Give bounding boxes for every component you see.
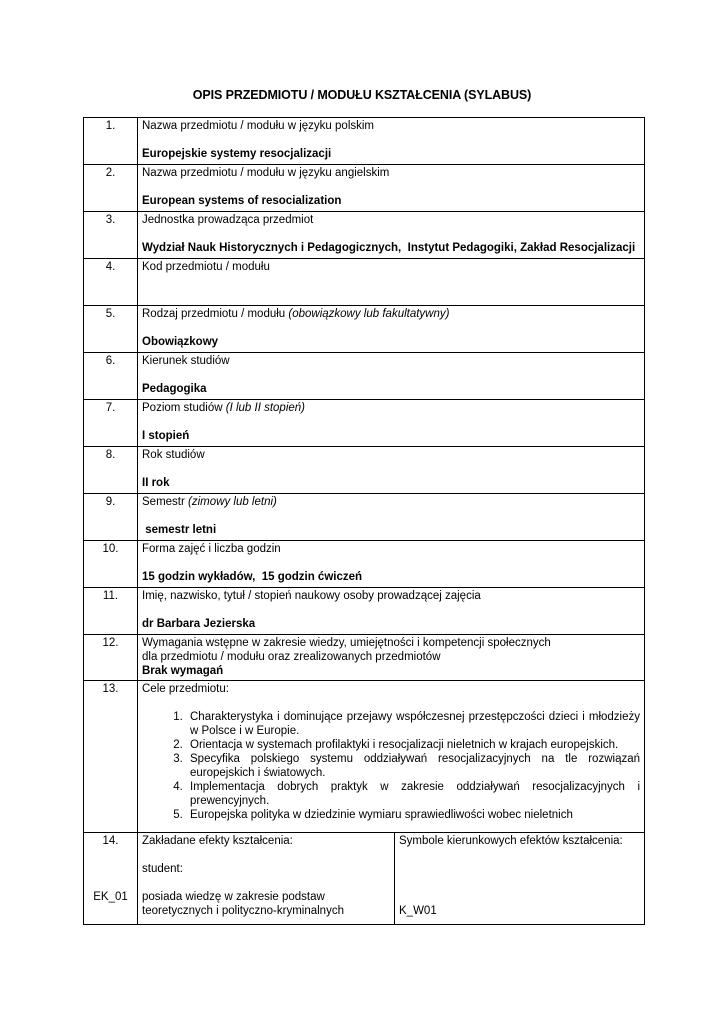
syllabus-rows — [84, 118, 645, 635]
goals-list — [142, 710, 640, 822]
row-label — [142, 542, 640, 556]
row-label: Wymagania wstępne w zakresie wiedzy, umiejętności i kompetencji społecznych — [142, 637, 551, 649]
row-label-text: Kod przedmiotu / modułu — [142, 261, 270, 273]
row-label-text: Rodzaj przedmiotu / modułu — [142, 308, 286, 320]
row-number: 7. — [84, 400, 138, 447]
row-label — [142, 448, 640, 462]
goal-item: 1. Charakterystyka i dominujące przejawy współczesnej przestępczości dzieci i młodzieży w Polsce i w Europie. — [186, 710, 640, 738]
row-value: 15 godzin wykładów, 15 godzin ćwiczeń — [142, 571, 363, 583]
row-12 — [84, 635, 645, 681]
goal-item: 3. Specyfika polskiego systemu oddziaływań resocjalizacyjnych na tle rozwiązań europejskich i światowych. — [186, 752, 640, 780]
row-value: I stopień — [142, 430, 190, 442]
table-row — [84, 400, 645, 447]
goal-item: 5. Europejska polityka w dziedzinie wymiaru sprawiedliwości wobec nieletnich — [186, 808, 640, 822]
page-title: OPIS PRZEDMIOTU / MODUŁU KSZTAŁCENIA (SYLABUS) — [192, 88, 532, 102]
row-value: Europejskie systemy resocjalizacji — [142, 148, 332, 160]
table-row — [84, 541, 645, 588]
goal-item: 4. Implementacja dobrych praktyk w zakresie oddziaływań resocjalizacyjnych i prewencyjnych. — [186, 780, 640, 808]
effects-label: Zakładane efekty kształcenia: — [142, 835, 293, 847]
effect-text-line2: teoretycznych i polityczno-kryminalnych — [142, 905, 344, 917]
syllabus-table — [83, 117, 645, 925]
table-row — [84, 494, 645, 541]
row-label — [142, 213, 640, 227]
row-number: 10. — [84, 541, 138, 588]
row-content — [138, 400, 645, 447]
table-row — [84, 447, 645, 494]
row-label-text: Rok studiów — [142, 449, 205, 461]
row-label-cont: dla przedmiotu / modułu oraz zrealizowanych przedmiotów — [142, 651, 441, 663]
syllabus-rows-extra — [84, 635, 645, 925]
row-number: 12. — [84, 635, 138, 681]
row-label — [142, 307, 640, 321]
row-value: dr Barbara Jezierska — [142, 618, 256, 630]
row-label-text: Jednostka prowadząca przedmiot — [142, 214, 314, 226]
row-label-text: Forma zajęć i liczba godzin — [142, 543, 281, 555]
row-content — [138, 165, 645, 212]
table-row — [84, 165, 645, 212]
goal-item: 2. Orientacja w systemach profilaktyki i resocjalizacji nieletnich w krajach europejskich. — [186, 738, 640, 752]
row-value: II rok — [142, 477, 170, 489]
effect-symbol: K_W01 — [399, 905, 437, 917]
effects-subject: student: — [142, 863, 183, 875]
row-number — [84, 833, 138, 925]
row-label-text: Poziom studiów — [142, 402, 223, 414]
row-label-text: Semestr — [142, 496, 185, 508]
row-value: Pedagogika — [142, 383, 207, 395]
row-number: 1. — [84, 118, 138, 165]
row-content — [138, 353, 645, 400]
row-value: Brak wymagań — [142, 665, 224, 677]
row-number: 13. — [84, 681, 138, 833]
table-row — [84, 353, 645, 400]
table-row — [84, 259, 645, 306]
row-label — [142, 401, 640, 415]
row-label-text: Imię, nazwisko, tytuł / stopień naukowy osoby prowadzącej zajęcia — [142, 590, 481, 602]
row-number: 6. — [84, 353, 138, 400]
row-content — [138, 447, 645, 494]
row-label-text: Kierunek studiów — [142, 355, 230, 367]
row-content — [138, 635, 645, 681]
row-label-text: Nazwa przedmiotu / modułu w języku polskim — [142, 120, 375, 132]
table-row — [84, 306, 645, 353]
row-value: semestr letni — [142, 524, 217, 536]
row-label-text: Nazwa przedmiotu / modułu w języku angielskim — [142, 167, 390, 179]
row-label — [142, 166, 640, 180]
row-num-14: 14. — [102, 835, 119, 847]
row-label — [142, 119, 640, 133]
symbols-cell — [395, 833, 645, 925]
effect-code: EK_01 — [93, 891, 128, 903]
row-number: 9. — [84, 494, 138, 541]
symbols-label: Symbole kierunkowych efektów kształcenia: — [399, 835, 623, 847]
row-number: 11. — [84, 588, 138, 635]
effect-text-line1: posiada wiedzę w zakresie podstaw — [142, 891, 325, 903]
table-row — [84, 212, 645, 259]
row-content — [138, 588, 645, 635]
row-number: 4. — [84, 259, 138, 306]
row-number: 5. — [84, 306, 138, 353]
row-label-note: (I lub II stopień) — [225, 402, 306, 414]
row-label — [142, 354, 640, 368]
row-content — [138, 681, 645, 833]
effects-cell — [138, 833, 395, 925]
row-content — [138, 494, 645, 541]
row-content — [138, 259, 645, 306]
row-label — [142, 589, 640, 603]
row-label — [142, 495, 640, 509]
row-number: 3. — [84, 212, 138, 259]
row-value: Wydział Nauk Historycznych i Pedagogicznych, Instytut Pedagogiki, Zakład Resocjalizacji — [142, 242, 636, 254]
row-13 — [84, 681, 645, 833]
row-label-note: (zimowy lub letni) — [188, 496, 277, 508]
row-value: Obowiązkowy — [142, 336, 219, 348]
row-14 — [84, 833, 645, 925]
row-number: 2. — [84, 165, 138, 212]
table-row — [84, 118, 645, 165]
row-label: Cele przedmiotu: — [142, 683, 229, 695]
row-number: 8. — [84, 447, 138, 494]
row-content — [138, 541, 645, 588]
row-content — [138, 118, 645, 165]
row-content — [138, 306, 645, 353]
row-value: European systems of resocialization — [142, 195, 342, 207]
table-row — [84, 588, 645, 635]
row-content — [138, 212, 645, 259]
row-label — [142, 260, 640, 274]
row-label-note: (obowiązkowy lub fakultatywny) — [288, 308, 450, 320]
